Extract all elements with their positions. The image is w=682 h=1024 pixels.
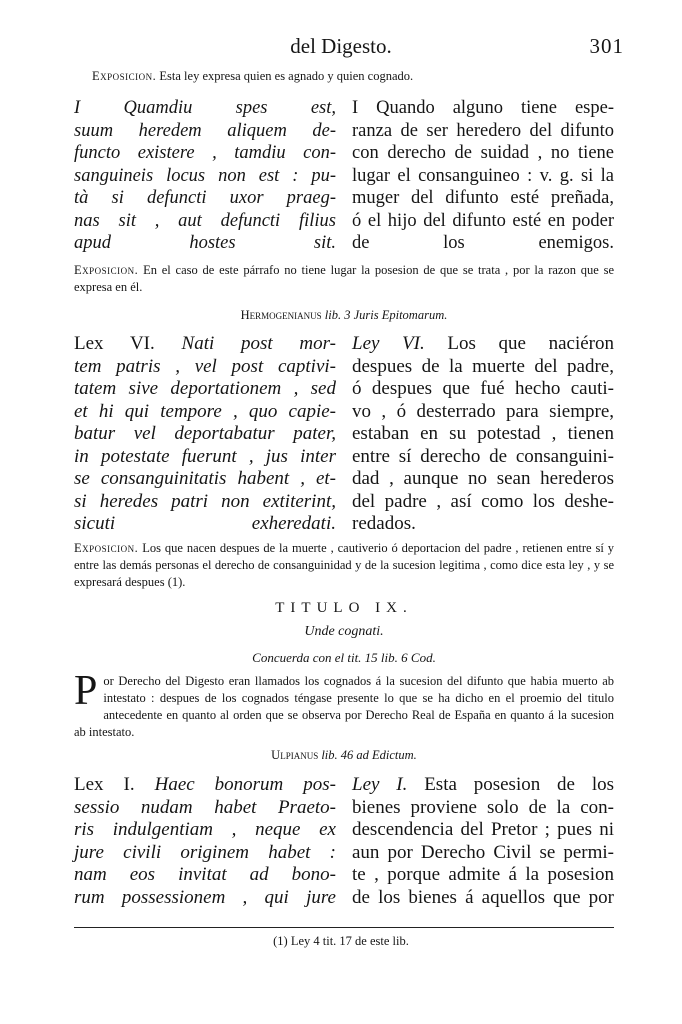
text-line — [352, 819, 614, 842]
exposicion-text: Esta ley expresa quien es agnado y quien cognado. — [159, 69, 414, 83]
text-line — [74, 423, 336, 446]
law-text: dad , aunque no sean herederos — [352, 468, 614, 489]
exposicion-label: Exposicion. — [74, 263, 139, 277]
title-subtitle: Unde cognati. — [304, 624, 384, 639]
law-text: sicuti exheredati. — [74, 513, 336, 534]
text-line — [74, 797, 336, 820]
exposicion-label: Exposicion. — [92, 69, 157, 83]
source-author: Ulpianus — [271, 748, 319, 762]
text-line — [352, 513, 614, 536]
law-text: batur vel deportabatur pater, — [74, 423, 336, 444]
source-author: Hermogenianus — [240, 308, 322, 322]
intro-text: or Derecho del Digesto eran llamados los cognados á la sucesion del difunto que habia muerto ab intestato : despues de los cognados téngase presente lo que se ha dicho en el proemio del titulo antecedente en quanto al orden que se observa por Derecho Real de España en quanto á la sucesion ab intestato. — [74, 674, 614, 739]
spanish-paragraph-1 — [352, 97, 614, 255]
source-reference: lib. 3 Juris Epitomarum. — [324, 308, 448, 322]
latin-paragraph-1 — [74, 97, 336, 255]
text-line — [74, 774, 336, 797]
text-line — [74, 491, 336, 514]
law-number: Lex I. — [74, 774, 155, 795]
law-text: vo , ó desterrado para siempre, — [352, 400, 614, 422]
text-line: tà si defuncti uxor praeg- — [74, 188, 336, 208]
latin-lex-1 — [74, 774, 336, 909]
law-text: despues de la muerte del padre, — [352, 355, 614, 377]
law-text: si heredes patri non extiterint, — [74, 490, 336, 512]
law-text: nam eos invitat ad bono- — [74, 864, 336, 885]
law-text: estaban en su potestad , tienen — [352, 423, 614, 444]
exposicion-text: En el caso de este párrafo no tiene lugar la posesion de que se trata , por la razon que se expresa en él. — [74, 263, 615, 294]
spanish-ley-6 — [352, 333, 614, 536]
source-citation — [74, 308, 614, 323]
text-line — [74, 356, 336, 379]
text-line — [74, 842, 336, 865]
text-line — [352, 491, 614, 514]
law-text: redados. — [352, 513, 416, 534]
text-line — [352, 378, 614, 401]
law-number: Ley I. — [352, 774, 425, 795]
text-line: I Quando alguno tiene espe- — [352, 98, 614, 118]
text-line: lugar el consanguineo : v. g. si la — [352, 165, 614, 186]
law-number: Ley VI. — [352, 333, 448, 354]
exposicion-text: Los que nacen despues de la muerte , cautiverio ó deportacion del padre , retienen entre sí y entre las demás personas el derecho de consanguinidad y de la sucesion legitima , como dice esta ley , y se expresará despues (1). — [74, 541, 615, 589]
text-line — [74, 468, 336, 491]
law-text: entre sí derecho de consanguini- — [352, 445, 614, 467]
text-line — [74, 819, 336, 842]
law-text: in potestate fuerunt , jus inter — [74, 445, 336, 467]
law-text: descendencia del Pretor ; pues ni — [352, 819, 614, 840]
law-text: Esta posesion de los — [424, 774, 614, 795]
law-number: Lex VI. — [74, 333, 182, 354]
text-line — [352, 333, 614, 356]
running-title: del Digesto. — [290, 34, 392, 58]
text-line — [352, 887, 614, 910]
text-line: de los enemigos. — [352, 233, 614, 253]
text-line — [352, 842, 614, 865]
law-text: ris indulgentiam , neque ex — [74, 819, 336, 840]
text-line: nas sit , aut defuncti filius — [74, 210, 336, 231]
text-line: muger del difunto esté preñada, — [352, 188, 614, 208]
text-line: sanguineis locus non est : pu- — [74, 165, 336, 186]
text-line — [352, 864, 614, 887]
text-line — [74, 513, 336, 536]
text-line — [74, 446, 336, 469]
text-line: functo existere , tamdiu con- — [74, 143, 336, 163]
law-text: Haec bonorum pos- — [154, 774, 336, 795]
text-line — [352, 468, 614, 491]
exposicion-note — [92, 68, 632, 85]
law-text: ó despues que fué hecho cauti- — [352, 378, 614, 399]
text-line — [352, 423, 614, 446]
text-line — [352, 774, 614, 797]
text-line — [352, 797, 614, 820]
law-text: et hi qui tempore , quo capie- — [74, 400, 336, 422]
drop-cap: P — [74, 668, 98, 714]
law-text: te , porque admite á la posesion — [352, 864, 614, 885]
law-text: tatem sive deportationem , sed — [74, 378, 336, 399]
title-heading: TITULO IX. — [275, 600, 413, 616]
law-text: aun por Derecho Civil se permi- — [352, 841, 614, 863]
footnote-rule — [74, 927, 614, 928]
text-line — [74, 864, 336, 887]
text-line: suum heredem aliquem de- — [74, 120, 336, 141]
law-text: bienes proviene solo de la con- — [352, 796, 614, 818]
text-line — [352, 401, 614, 424]
page-number: 301 — [589, 34, 624, 58]
text-line: apud hostes sit. — [74, 233, 336, 253]
law-text: jure civili originem habet : — [74, 841, 336, 863]
text-line — [74, 887, 336, 910]
law-text: rum possessionem , qui jure — [74, 886, 336, 908]
law-text: sessio nudam habet Praeto- — [74, 796, 336, 818]
text-line: con derecho de suidad , no tiene — [352, 143, 614, 163]
chapter-intro — [74, 668, 614, 741]
text-line — [352, 356, 614, 379]
text-line: ó el hijo del difunto esté en poder — [352, 210, 614, 231]
text-line — [74, 401, 336, 424]
exposicion-note — [74, 540, 614, 591]
concordance-note: Concuerda con el tit. 15 lib. 6 Cod. — [252, 650, 436, 665]
latin-lex-6 — [74, 333, 336, 536]
law-text: Los que naciéron — [447, 333, 614, 354]
law-text: se consanguinitatis habent , et- — [74, 468, 336, 489]
exposicion-note — [74, 262, 614, 296]
text-line: ranza de ser heredero del difunto — [352, 120, 614, 141]
text-line — [74, 378, 336, 401]
law-text: Nati post mor- — [181, 333, 336, 354]
source-reference: lib. 46 ad Edictum. — [321, 748, 417, 762]
law-text: del padre , así como los deshe- — [352, 490, 614, 512]
text-line — [352, 446, 614, 469]
source-citation — [74, 748, 614, 763]
law-text: tem patris , vel post captivi- — [74, 355, 336, 377]
footnote: (1) Ley 4 tit. 17 de este lib. — [273, 934, 409, 948]
exposicion-label: Exposicion. — [74, 541, 139, 555]
text-line — [74, 333, 336, 356]
spanish-ley-1 — [352, 774, 614, 909]
law-text: de los bienes á aquellos que por — [352, 886, 614, 908]
text-line: I Quamdiu spes est, — [74, 98, 336, 118]
